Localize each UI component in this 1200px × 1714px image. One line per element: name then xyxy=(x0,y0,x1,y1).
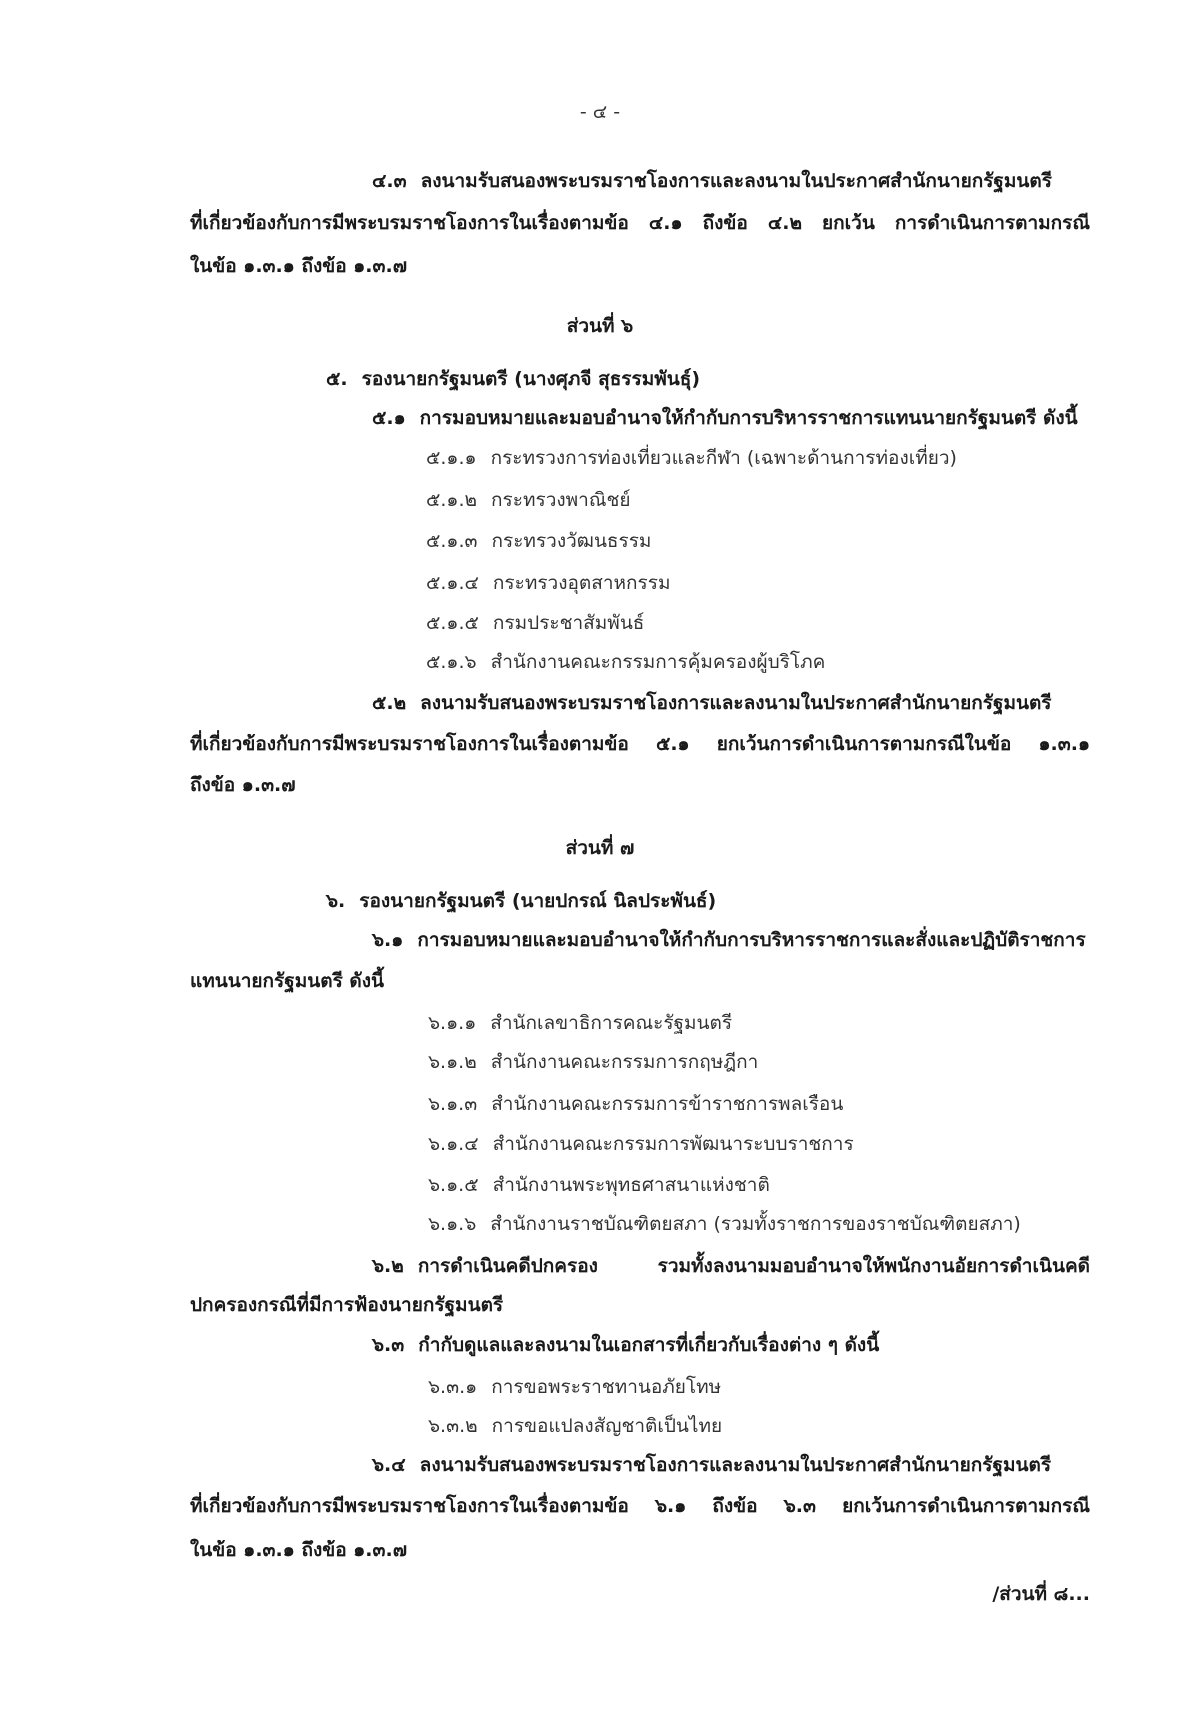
item-5-2-line3: ถึงข้อ ๑.๓.๗ xyxy=(190,774,296,796)
item-text: การขอแปลงสัญชาติเป็นไทย xyxy=(491,1415,723,1437)
list-item xyxy=(426,569,670,597)
section-heading-7: ส่วนที่ ๗ xyxy=(565,837,635,859)
item-text: สำนักงานคณะกรรมการพัฒนาระบบราชการ xyxy=(492,1133,854,1155)
item-number: ๖.๑.๒ xyxy=(428,1051,477,1073)
item-text: ลงนามรับสนองพระบรมราชโองการและลงนามในประกาศสำนักนายกรัฐมนตรี xyxy=(420,692,1052,714)
item-text: สำนักงานคณะกรรมการคุ้มครองผู้บริโภค xyxy=(490,651,826,673)
item-text: ลงนามรับสนองพระบรมราชโองการและลงนามในประกาศสำนักนายกรัฐมนตรี xyxy=(420,170,1052,192)
item-number: ๖.๓.๑ xyxy=(428,1376,478,1398)
item-5 xyxy=(326,365,700,393)
item-text: กรมประชาสัมพันธ์ xyxy=(492,612,645,634)
item-number: ๖.๑ xyxy=(372,929,404,951)
list-item xyxy=(428,1412,722,1440)
item-text: สำนักงานคณะกรรมการข้าราชการพลเรือน xyxy=(491,1093,844,1115)
item-text: การมอบหมายและมอบอำนาจให้กำกับการบริหารราชการและสั่งและปฏิบัติราชการ xyxy=(417,929,1086,951)
item-text: กระทรวงวัฒนธรรม xyxy=(491,530,652,552)
item-text: การดำเนินคดีปกครอง รวมทั้งลงนามมอบอำนาจให้พนักงานอัยการดำเนินคดี xyxy=(417,1255,1090,1277)
item-number: ๔.๓ xyxy=(372,170,407,192)
list-item xyxy=(428,1048,758,1076)
item-number: ๕.๑.๖ xyxy=(426,651,477,673)
list-item xyxy=(428,1210,1021,1238)
list-item xyxy=(428,1130,854,1158)
item-number: ๕.๑.๑ xyxy=(426,447,477,469)
list-item xyxy=(426,648,825,676)
item-text: กำกับดูแลและลงนามในเอกสารที่เกี่ยวกับเรื่องต่าง ๆ ดังนี้ xyxy=(418,1334,880,1356)
item-6-2-line1 xyxy=(372,1252,1090,1280)
section-heading-6: ส่วนที่ ๖ xyxy=(566,315,634,337)
item-text: สำนักเลขาธิการคณะรัฐมนตรี xyxy=(490,1012,733,1034)
list-item xyxy=(428,1171,770,1199)
item-text: รองนายกรัฐมนตรี (นายปกรณ์ นิลประพันธ์) xyxy=(359,890,717,912)
item-4-3-line3: ในข้อ ๑.๓.๑ ถึงข้อ ๑.๓.๗ xyxy=(190,255,408,277)
item-number: ๕.๑.๒ xyxy=(426,489,478,511)
item-text: รองนายกรัฐมนตรี (นางศุภจี สุธรรมพันธุ์) xyxy=(361,368,701,390)
item-text: ลงนามรับสนองพระบรมราชโองการและลงนามในประกาศสำนักนายกรัฐมนตรี xyxy=(419,1454,1052,1476)
item-number: ๕. xyxy=(326,368,348,390)
item-number: ๖.๓ xyxy=(372,1334,405,1356)
item-6-1-line1 xyxy=(372,926,1090,954)
item-number: ๕.๑.๕ xyxy=(426,612,479,634)
item-text: กระทรวงอุตสาหกรรม xyxy=(492,572,671,594)
item-6-4-line1 xyxy=(372,1451,1090,1479)
item-6-3 xyxy=(372,1331,879,1359)
item-number: ๕.๒ xyxy=(372,692,407,714)
continuation-note: /ส่วนที่ ๘... xyxy=(992,1583,1090,1605)
item-6 xyxy=(326,887,716,915)
item-5-2-line2: ที่เกี่ยวข้องกับการมีพระบรมราชโองการในเรื่องตามข้อ ๕.๑ ยกเว้นการดำเนินการตามกรณีในข้อ ๑.๓.๑ xyxy=(190,733,1090,755)
item-number: ๖.๑.๖ xyxy=(428,1213,477,1235)
list-item xyxy=(428,1090,843,1118)
item-4-3-line2: ที่เกี่ยวข้องกับการมีพระบรมราชโองการในเรื่องตามข้อ ๔.๑ ถึงข้อ ๔.๒ ยกเว้น การดำเนินการตามกรณี xyxy=(190,212,1090,234)
list-item xyxy=(428,1373,721,1401)
item-number: ๖.๑.๔ xyxy=(428,1133,479,1155)
item-number: ๖. xyxy=(326,890,346,912)
item-number: ๖.๑.๑ xyxy=(428,1012,477,1034)
item-number: ๕.๑ xyxy=(372,407,406,429)
list-item xyxy=(426,527,651,555)
item-6-2-line2: ปกครองกรณีที่มีการฟ้องนายกรัฐมนตรี xyxy=(190,1294,504,1316)
page-number: - ๔ - xyxy=(579,101,621,123)
item-number: ๖.๑.๓ xyxy=(428,1093,478,1115)
item-6-4-line3: ในข้อ ๑.๓.๑ ถึงข้อ ๑.๓.๗ xyxy=(190,1539,408,1561)
item-text: กระทรวงการท่องเที่ยวและกีฬา (เฉพาะด้านการท่องเที่ยว) xyxy=(490,447,957,469)
list-item xyxy=(428,1009,732,1037)
item-number: ๕.๑.๔ xyxy=(426,572,479,594)
item-text: กระทรวงพาณิชย์ xyxy=(491,489,631,511)
item-6-1-line2: แทนนายกรัฐมนตรี ดังนี้ xyxy=(190,970,385,992)
list-item xyxy=(426,609,644,637)
item-number: ๖.๓.๒ xyxy=(428,1415,478,1437)
item-5-1 xyxy=(372,404,1078,432)
item-text: สำนักงานพระพุทธศาสนาแห่งชาติ xyxy=(492,1174,770,1196)
item-4-3-line1 xyxy=(372,167,1090,195)
list-item xyxy=(426,486,631,514)
item-text: การมอบหมายและมอบอำนาจให้กำกับการบริหารราชการแทนนายกรัฐมนตรี ดังนี้ xyxy=(419,407,1078,429)
item-text: การขอพระราชทานอภัยโทษ xyxy=(491,1376,722,1398)
item-number: ๖.๔ xyxy=(372,1454,406,1476)
item-5-2-line1 xyxy=(372,689,1090,717)
item-text: สำนักงานคณะกรรมการกฤษฎีกา xyxy=(490,1051,759,1073)
list-item xyxy=(426,444,957,472)
item-number: ๖.๑.๕ xyxy=(428,1174,479,1196)
item-number: ๖.๒ xyxy=(372,1255,404,1277)
item-number: ๕.๑.๓ xyxy=(426,530,478,552)
item-text: สำนักงานราชบัณฑิตยสภา (รวมทั้งราชการของราชบัณฑิตยสภา) xyxy=(490,1213,1021,1235)
item-6-4-line2: ที่เกี่ยวข้องกับการมีพระบรมราชโองการในเรื่องตามข้อ ๖.๑ ถึงข้อ ๖.๓ ยกเว้นการดำเนินการตามกรณี xyxy=(190,1495,1090,1517)
